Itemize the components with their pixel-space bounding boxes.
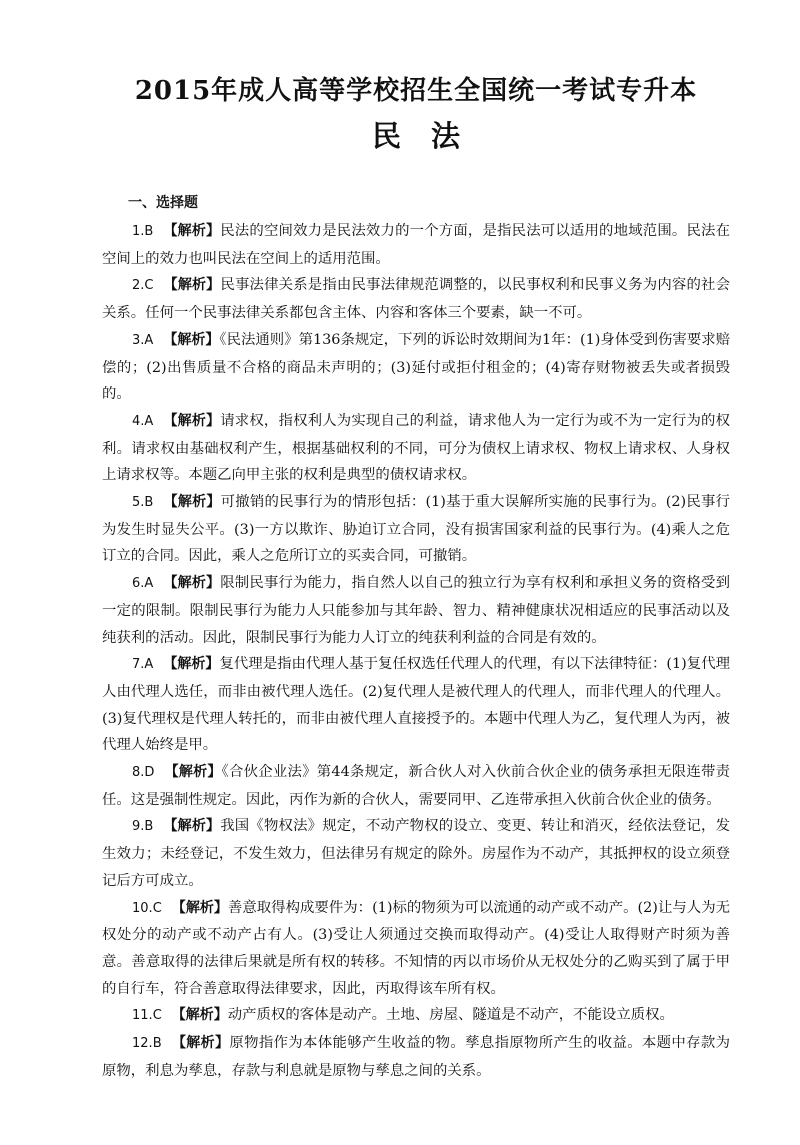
answer-item bbox=[102, 759, 730, 813]
analysis-tag: 【解析】 bbox=[171, 1035, 230, 1052]
answer-choice: A bbox=[144, 576, 154, 592]
answer-choice: D bbox=[144, 765, 155, 781]
answer-explanation: 民事法律关系是指由民事法律规范调整的，以民事权利和民事义务为内容的社会关系。任何一个民事法律关系都包含主体、内容和客体三个要素，缺一不可。 bbox=[102, 277, 731, 322]
answer-item bbox=[102, 1002, 730, 1030]
answer-number: 11. bbox=[132, 1008, 153, 1024]
answer-choice: B bbox=[144, 495, 154, 511]
answer-item bbox=[102, 489, 730, 570]
answer-number: 4. bbox=[132, 413, 145, 429]
answer-item bbox=[102, 272, 730, 326]
answer-choice: A bbox=[144, 332, 154, 348]
analysis-tag: 【解析】 bbox=[163, 277, 221, 294]
answer-number: 10. bbox=[132, 900, 153, 916]
analysis-tag: 【解析】 bbox=[163, 818, 221, 835]
answer-choice: B bbox=[144, 224, 154, 239]
answer-choice: C bbox=[152, 1008, 162, 1024]
answer-number: 7. bbox=[132, 657, 145, 673]
analysis-tag: 【解析】 bbox=[171, 1007, 228, 1024]
answer-explanation: 限制民事行为能力，指自然人以自己的独立行为享有权利和承担义务的资格受到一定的限制。限制民事行为能力人只能参加与其年龄、智力、精神健康状况相适应的民事活动以及纯获利的活动。因此，限制民事行为能力人订立的纯获利利益的合同是有效的。 bbox=[102, 575, 730, 646]
answer-explanation: 善意取得构成要件为：(1)标的物须为可以流通的动产或不动产。(2)让与人为无权处分的动产或不动产占有人。(3)受让人须通过交换而取得动产。(4)受让人取得财产时须为善意。善意取得的法律后果就是所有权的转移。不知情的丙以市场价从无权处分的乙购买到了属于甲的自行车，符合善意取得法律要求，因此，丙取得该车所有权。 bbox=[102, 899, 731, 997]
answer-explanation: 《民法通则》第136条规定，下列的诉讼时效期间为1年：(1)身体受到伤害要求赔偿的；(2)出售质量不合格的商品未声明的；(3)延付或拒付租金的；(4)寄存财物被丢失或者损毁的。 bbox=[102, 331, 731, 403]
answer-number: 12. bbox=[132, 1036, 153, 1052]
answer-explanation: 我国《物权法》规定，不动产物权的设立、变更、转让和消灭，经依法登记，发生效力；未经登记，不发生效力，但法律另有规定的除外。房屋作为不动产，其抵押权的设立须登记后方可成立。 bbox=[102, 818, 730, 889]
analysis-tag: 【解析】 bbox=[163, 494, 221, 511]
answer-item bbox=[102, 218, 730, 272]
answer-choice: C bbox=[152, 900, 162, 916]
answer-item bbox=[102, 895, 730, 1003]
analysis-tag: 【解析】 bbox=[163, 331, 220, 348]
answer-item bbox=[102, 570, 730, 651]
analysis-tag: 【解析】 bbox=[171, 899, 228, 916]
answer-explanation: 请求权，指权利人为实现自己的利益，请求他人为一定行为或不为一定行为的权利。请求权由基础权利产生，根据基础权利的不同，可分为债权上请求权、物权上请求权、人身权上请求权等。本题乙向甲主张的权利是典型的债权请求权。 bbox=[102, 412, 730, 484]
document-title: 2015年成人高等学校招生全国统一考试专升本 bbox=[134, 76, 698, 106]
analysis-tag: 【解析】 bbox=[163, 575, 221, 592]
answer-number: 6. bbox=[132, 576, 145, 592]
analysis-tag: 【解析】 bbox=[164, 764, 222, 781]
analysis-tag: 【解析】 bbox=[163, 656, 220, 673]
answer-item bbox=[102, 651, 730, 759]
answer-item bbox=[102, 327, 730, 408]
document-subtitle: 民法 bbox=[371, 119, 490, 153]
answer-number: 2. bbox=[132, 278, 145, 294]
analysis-tag: 【解析】 bbox=[163, 412, 221, 429]
answer-explanation: 民法的空间效力是民法效力的一个方面，是指民法可以适用的地域范围。民法在空间上的效力也叫民法在空间上的适用范围。 bbox=[102, 223, 730, 267]
answer-choice: C bbox=[144, 278, 154, 294]
answer-item bbox=[102, 1030, 730, 1084]
answer-list bbox=[102, 218, 730, 1085]
answer-choice: B bbox=[152, 1036, 162, 1052]
answer-number: 8. bbox=[132, 765, 145, 781]
analysis-tag: 【解析】 bbox=[163, 223, 221, 239]
answer-item bbox=[102, 408, 730, 489]
answer-explanation: 复代理是指由代理人基于复任权选任代理人的代理，有以下法律特征：(1)复代理人由代理人选任，而非由被代理人选任。(2)复代理人是被代理人的代理人，而非代理人的代理人。(3)复代理权是代理人转托的，而非由被代理人直接授予的。本题中代理人为乙，复代理人为丙，被代理人始终是甲。 bbox=[102, 656, 731, 754]
answer-number: 5. bbox=[132, 495, 145, 511]
answer-choice: B bbox=[144, 819, 154, 835]
answer-choice: A bbox=[144, 657, 154, 673]
answer-number: 1. bbox=[132, 224, 145, 239]
answer-number: 9. bbox=[132, 819, 145, 835]
answer-number: 3. bbox=[132, 332, 145, 348]
answer-explanation: 可撤销的民事行为的情形包括：(1)基于重大误解所实施的民事行为。(2)民事行为发生时显失公平。(3)一方以欺诈、胁迫订立合同，没有损害国家利益的民事行为。(4)乘人之危订立的合同。因此，乘人之危所订立的买卖合同，可撤销。 bbox=[102, 494, 731, 565]
answer-explanation: 《合伙企业法》第44条规定，新合伙人对入伙前合伙企业的债务承担无限连带责任。这是强制性规定。因此，丙作为新的合伙人，需要同甲、乙连带承担入伙前合伙企业的债务。 bbox=[102, 764, 731, 808]
answer-explanation: 动产质权的客体是动产。土地、房屋、隧道是不动产，不能设立质权。 bbox=[227, 1007, 674, 1024]
answer-choice: A bbox=[144, 413, 154, 429]
answer-item bbox=[102, 813, 730, 894]
section-heading: 一、选择题 bbox=[128, 195, 198, 211]
answer-explanation: 原物指作为本体能够产生收益的物。孳息指原物所产生的收益。本题中存款为原物，利息为孳息，存款与利息就是原物与孳息之间的关系。 bbox=[102, 1035, 730, 1079]
